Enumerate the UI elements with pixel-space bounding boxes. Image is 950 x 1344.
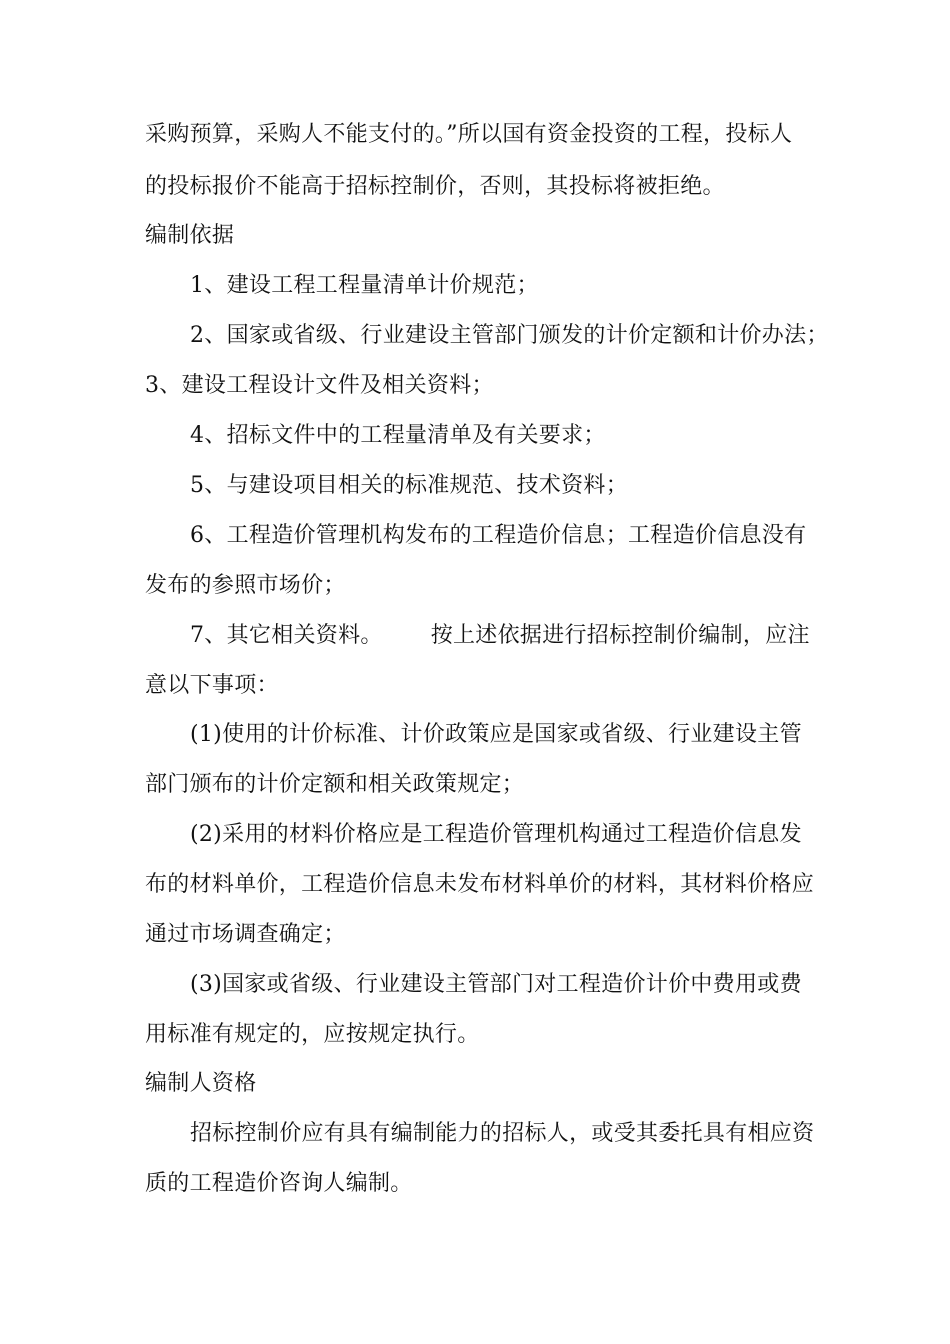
list-item: (2)采用的材料价格应是工程造价管理机构通过工程造价信息发 (190, 822, 802, 847)
list-item: 4、招标文件中的工程量清单及有关要求； (190, 423, 606, 448)
list-item (190, 621, 810, 651)
list-item: 3、建设工程设计文件及相关资料； (145, 373, 494, 398)
list-item: 5、与建设项目相关的标准规范、技术资料； (190, 473, 628, 498)
text-line: 布的材料单价，工程造价信息未发布材料单价的材料，其材料价格应 (145, 872, 815, 897)
list-item: 1、建设工程工程量清单计价规范； (190, 273, 539, 298)
section-heading: 编制依据 (145, 223, 235, 248)
list-item: (3)国家或省级、行业建设主管部门对工程造价计价中费用或费 (190, 972, 802, 997)
text-line: 按上述依据进行招标控制价编制，应注 (430, 623, 810, 648)
text-line: 用标准有规定的，应按规定执行。 (145, 1022, 480, 1047)
text-line: 招标控制价应有具有编制能力的招标人，或受其委托具有相应资 (190, 1121, 815, 1146)
text-line: 采购预算，采购人不能支付的。”所以国有资金投资的工程，投标人 (145, 122, 793, 147)
list-item: 6、工程造价管理机构发布的工程造价信息；工程造价信息没有 (190, 523, 807, 548)
text-line: 部门颁布的计价定额和相关政策规定； (145, 772, 525, 797)
section-heading: 编制人资格 (145, 1071, 257, 1096)
list-item-text: 7、其它相关资料。 (190, 623, 383, 648)
text-line: 的投标报价不能高于招标控制价，否则，其投标将被拒绝。 (145, 174, 725, 199)
text-line: 通过市场调查确定； (145, 922, 346, 947)
text-line: 意以下事项： (145, 673, 279, 698)
text-line: 发布的参照市场价； (145, 573, 346, 598)
text-line: 质的工程造价咨询人编制。 (145, 1171, 413, 1196)
list-item: (1)使用的计价标准、计价政策应是国家或省级、行业建设主管 (190, 722, 802, 747)
list-item: 2、国家或省级、行业建设主管部门颁发的计价定额和计价办法； (190, 323, 829, 348)
